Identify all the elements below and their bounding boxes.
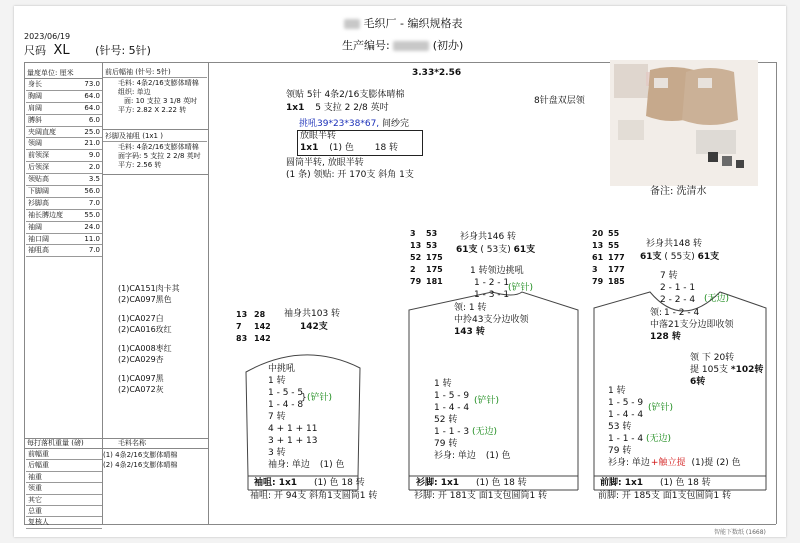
num: 53	[426, 241, 438, 250]
measure-key: 袖阔	[28, 222, 42, 231]
num: 7	[236, 322, 242, 331]
back-lower-line: 79 转	[434, 439, 458, 449]
measure-value: 7.0	[88, 246, 100, 255]
num: 177	[608, 253, 625, 262]
front-no-edge-2: (无边)	[646, 434, 672, 444]
spec1-line: 毛料: 4条2/16支膨体晴棉	[118, 79, 199, 87]
num: 177	[608, 265, 625, 274]
sleeve-line: 4 + 1 + 11	[268, 424, 318, 434]
hem-color: (1) 色 18 转	[475, 478, 527, 488]
num: 3	[410, 229, 416, 238]
front-neck	[660, 270, 695, 306]
ratio: 3.33*2.56	[412, 68, 462, 78]
back-stitches	[456, 245, 535, 256]
spec1-line: 面: 10 支拉 3 1/8 英吋	[124, 97, 198, 105]
color-line: (1)CA027白	[118, 314, 164, 323]
measure-key: 袖口阔	[28, 234, 49, 243]
back-neck-line: 1 - 3 - 1	[474, 290, 510, 300]
num: 175	[426, 253, 443, 262]
front-lower-line: 1 - 4 - 4	[608, 410, 644, 420]
weight-row: 前幅重	[26, 449, 102, 460]
color-line: (1)CA008枣红	[118, 344, 172, 353]
num: 2	[410, 265, 416, 274]
measure-key: 领贴高	[28, 175, 49, 184]
measure-key: 下脚阔	[28, 187, 49, 196]
back-no-edge: (无边)	[472, 427, 498, 437]
front-neck-label: 领:	[650, 308, 663, 318]
front-lower-line: 1 - 5 - 9	[608, 398, 644, 408]
collar-rows: 18 转	[374, 143, 399, 153]
cuff-color: (1) 色 18 转	[313, 478, 365, 488]
front-hem-color: (1) 色 18 转	[659, 478, 711, 488]
front-neck-line: 7 转	[660, 271, 678, 281]
measure-value: 9.0	[88, 151, 100, 160]
date: 2023/06/19	[24, 32, 71, 41]
back-hem	[416, 478, 527, 489]
collar-line-7: (1 条) 领贴: 开 170支 斜角 1支	[286, 170, 414, 180]
front-lower	[608, 385, 741, 469]
num: 3	[592, 265, 598, 274]
spec2-line: 毛料: 4条2/16支膨体晴棉	[118, 143, 199, 151]
cuff-rib: 袖咀: 1x1	[254, 478, 298, 488]
measure-value: 6.0	[88, 115, 100, 124]
front-st-b: ( 55支)	[664, 252, 695, 262]
back-lower-line: 衫身: 单边	[434, 451, 476, 461]
back-lower-line: 1 - 1 - 3	[434, 427, 470, 437]
sleeve-line: 中挑吼	[268, 364, 296, 374]
size-label: 尺码	[24, 44, 46, 57]
sleeve-numbers	[236, 309, 271, 345]
num: 142	[254, 334, 271, 343]
sleeve-line: (1) 色	[319, 460, 345, 470]
measure-key: 领阔	[28, 139, 42, 148]
sleeve-line: 1 - 4 - 8	[268, 400, 304, 410]
weight-row: 后幅重	[26, 460, 102, 471]
spec2-title: 衫脚及袖咀 (1x1 )	[103, 132, 207, 142]
front-total: 衫身共148 转	[646, 239, 703, 249]
weight-row: 领重	[26, 483, 102, 494]
measure-value: 24.0	[84, 222, 100, 231]
num: 13	[592, 241, 604, 250]
front-lower-line: 衫身: 单边	[608, 458, 650, 468]
measure-value: 7.0	[88, 198, 100, 207]
front-neck-line: 2 - 2 - 4	[660, 295, 696, 305]
collar-gauge: 5 支拉 2 2/8 英吋	[315, 103, 389, 113]
num: 13	[236, 310, 248, 319]
back-lower-line: 1 - 4 - 4	[434, 403, 470, 413]
measure-key: 胸阔	[28, 91, 42, 100]
remark: 备注: 洗清水	[650, 186, 707, 197]
measure-value: 56.0	[84, 187, 100, 196]
front-shovel: (铲针)	[648, 403, 674, 413]
front-independent: +触立提	[650, 458, 686, 468]
front-neck-info	[650, 307, 733, 343]
prod-label: 生产编号:	[342, 39, 390, 52]
num: 53	[426, 229, 438, 238]
title-text: 毛织厂 - 编织规格表	[363, 17, 463, 30]
front-lower-line: 53 转	[608, 422, 632, 432]
num: 185	[608, 277, 625, 286]
num: 13	[410, 241, 422, 250]
sleeve-line: 袖身: 单边	[268, 460, 310, 470]
back-shovel: (铲针)	[508, 283, 534, 293]
collar-pickup-note: 间纱完	[382, 119, 410, 129]
measure-key: 身长	[28, 80, 42, 88]
front-hem-start: 前脚: 开 185支 面1支包圆筒1 转	[598, 491, 732, 501]
weight-row: 复核人	[26, 517, 102, 528]
front-placket-2a: 提 105支	[690, 365, 729, 375]
hem-rib: 衫脚: 1x1	[416, 478, 460, 488]
sleeve-cuff-start: 袖咀: 开 94支 斜角1支圆筒1 转	[250, 491, 378, 501]
front-lower-line: 1 - 1 - 4	[608, 434, 644, 444]
front-lower-line: 79 转	[608, 446, 632, 456]
back-shovel-2: (铲针)	[474, 396, 500, 406]
weight-row: 总重	[26, 506, 102, 517]
back-hem-start: 衫脚: 开 181支 面1支包圆筒1 转	[414, 491, 548, 501]
collar-rib: 1x1	[286, 103, 305, 113]
back-body-color: (1) 色	[485, 451, 511, 461]
front-neck-line: 2 - 1 - 1	[660, 283, 696, 293]
spec2-line: 面字码: 5 支拉 2 2/8 英吋	[118, 152, 201, 160]
weight-row: 其它	[26, 495, 102, 506]
spec2-line: 平方: 2.56 转	[118, 161, 162, 169]
front-placket	[690, 352, 763, 388]
back-st-b: ( 53支)	[480, 245, 511, 255]
measure-value: 73.0	[84, 80, 100, 88]
num: 52	[410, 253, 422, 262]
front-placket-1: 领 下 20转	[690, 353, 735, 363]
color-line: (1)CA097黑	[118, 374, 164, 383]
back-lower-line: 52 转	[434, 415, 458, 425]
measure-key: 前领深	[28, 151, 49, 160]
footer: 智能下数纸 (1668)	[714, 529, 766, 536]
num: 175	[426, 265, 443, 274]
measure-key: 袖长膊边度	[28, 210, 63, 219]
front-hem-rib: 前脚: 1x1	[600, 478, 644, 488]
front-placket-3: 6转	[690, 377, 706, 387]
back-lower-line: 1 - 5 - 9	[434, 391, 470, 401]
prod-suffix: (初办)	[432, 39, 464, 52]
measure-key: 后领深	[28, 163, 49, 172]
front-hem	[600, 478, 711, 489]
measure-key: 夹阔直度	[28, 127, 56, 136]
spec1-title: 前后幅袖 (针号: 5针)	[103, 68, 207, 78]
color-line: (2)CA072灰	[118, 385, 164, 394]
num: 61	[592, 253, 604, 262]
num: 142	[254, 322, 271, 331]
sleeve-line: 1 转	[268, 376, 286, 386]
front-lower-line: 1 转	[608, 386, 626, 396]
color-line: (2)CA097黑色	[118, 295, 172, 304]
collar-line-4: 放眼半转	[300, 131, 337, 141]
back-st-c: 61支	[513, 245, 536, 255]
spec1-line: 平方: 2.82 X 2.22 转	[118, 106, 187, 114]
sleeve-shovel: (铲针)	[307, 393, 333, 403]
back-rows: 143 转	[454, 327, 485, 337]
needle-number: (针号: 5针)	[95, 44, 151, 57]
measure-value: 3.5	[88, 175, 100, 184]
back-neck-info	[454, 302, 528, 338]
num: 181	[426, 277, 443, 286]
sleeve-bracket: }	[301, 393, 307, 403]
yarn-header: 毛料名称	[118, 439, 146, 447]
front-placket-2b: *102转	[730, 365, 764, 375]
measure-key: 袖咀高	[28, 246, 49, 255]
measure-value: 64.0	[84, 103, 100, 112]
front-st-c: 61支	[697, 252, 720, 262]
num: 79	[592, 277, 604, 286]
back-lower-line: 1 转	[434, 379, 452, 389]
yarn-line: (1) 4条2/16支膨体晴棉	[103, 451, 178, 459]
num: 55	[608, 241, 620, 250]
measure-value: 2.0	[88, 163, 100, 172]
weight-header: 每打落机重量 (磅)	[27, 439, 84, 447]
num: 28	[254, 310, 266, 319]
measure-key: 膊斜	[28, 115, 42, 124]
sleeve-line: 7 转	[268, 412, 286, 422]
measure-key: 衫脚高	[28, 198, 49, 207]
front-stitches	[640, 252, 719, 263]
measure-value: 25.0	[84, 127, 100, 136]
size-value: XL	[53, 43, 70, 58]
spec1-line: 组织: 单边	[118, 88, 151, 96]
sleeve-total: 袖身共103 转	[284, 309, 341, 319]
num: 55	[608, 229, 620, 238]
front-st-a: 61支	[640, 252, 662, 262]
back-neck-mid: 中拎43支分边收领	[454, 315, 529, 325]
collar-pickup: 挑吼39*23*38*67,	[299, 119, 380, 129]
weight-row: 袖重	[26, 472, 102, 483]
measure-key: 肩阔	[28, 103, 42, 112]
sleeve-cuff	[254, 478, 365, 489]
measure-value: 21.0	[84, 139, 100, 148]
spec-sheet	[14, 6, 786, 537]
sleeve-line: 3 转	[268, 448, 286, 458]
back-neck-label: 领: 1 转	[454, 303, 487, 313]
front-neck-mid: 中落21支分边即收领	[650, 320, 734, 330]
back-lower	[434, 378, 511, 462]
collar-color: (1) 色	[329, 143, 354, 153]
color-line: (2)CA029杏	[118, 355, 164, 364]
color-line: (1)CA151肉卡其	[118, 284, 180, 293]
sleeve-lines	[268, 363, 345, 471]
collar-note: 8针盘双层领	[534, 96, 585, 106]
front-body-color: (1)提 (2) 色	[691, 458, 741, 468]
measure-value: 64.0	[84, 91, 100, 100]
sleeve-line: 3 + 1 + 13	[268, 436, 318, 446]
front-rows: 128 转	[650, 332, 681, 342]
yarn-line: (2) 4条2/16支膨体晴棉	[103, 461, 178, 469]
back-total: 衫身共146 转	[460, 232, 517, 242]
front-no-edge: (无边)	[704, 294, 730, 304]
collar-rib-2: 1x1	[300, 143, 319, 153]
num: 20	[592, 229, 604, 238]
collar-line-1: 领贴 5针 4条2/16支膨体晴棉	[286, 90, 405, 100]
back-neck-line: 1 转领边挑吼	[470, 266, 524, 276]
back-st-a: 61支	[456, 245, 478, 255]
sleeve-stitches: 142支	[300, 322, 328, 332]
measure-value: 11.0	[84, 234, 100, 243]
measure-header: 量度单位: 厘米	[27, 69, 74, 77]
measure-value: 55.0	[84, 210, 100, 219]
color-line: (2)CA016玫红	[118, 325, 172, 334]
num: 83	[236, 334, 248, 343]
sleeve-line: 1 - 5 - 5	[268, 388, 304, 398]
back-neck-line: 1 - 2 - 1	[474, 278, 510, 288]
collar-line-6: 圆筒半转, 放眼半转	[286, 158, 364, 168]
front-numbers	[592, 228, 625, 288]
num: 79	[410, 277, 422, 286]
front-neck-line: 1 - 2 - 4	[664, 308, 700, 318]
back-numbers	[410, 228, 443, 288]
